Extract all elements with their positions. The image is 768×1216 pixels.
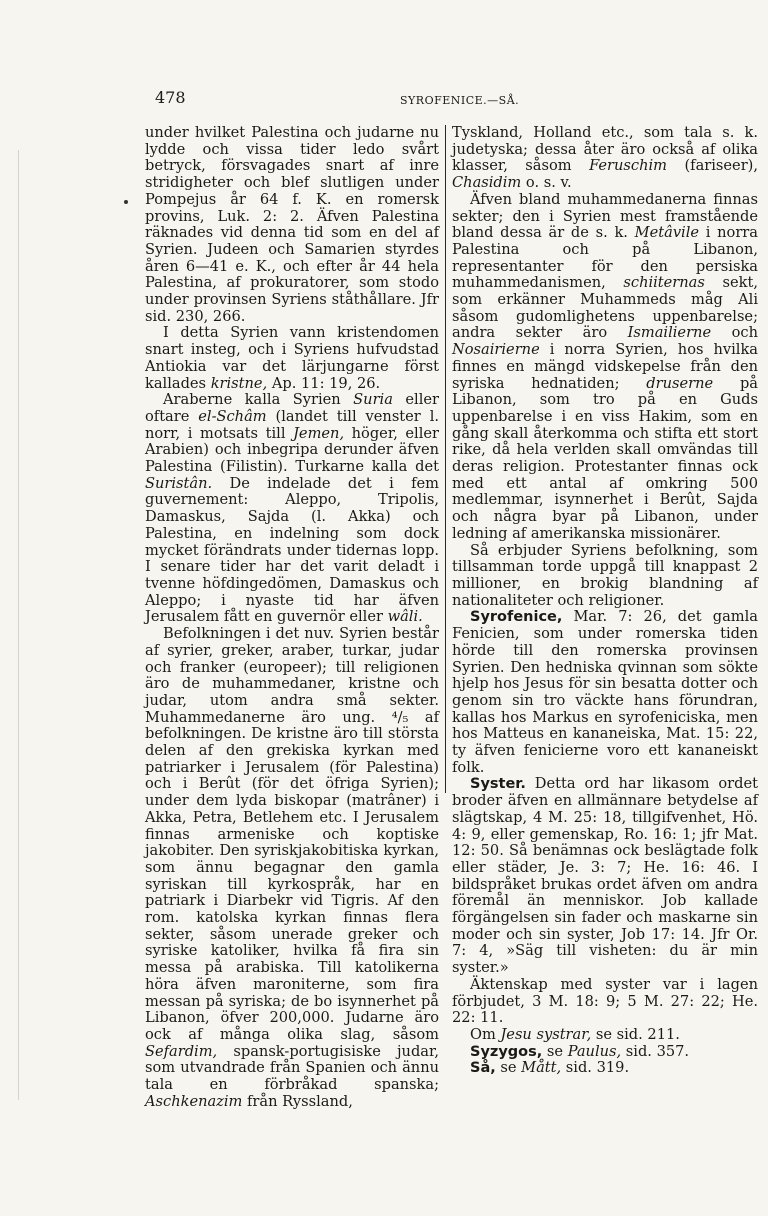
- margin-mark: [124, 200, 128, 204]
- paragraph-befolkningen: Befolkningen i det nuv. Syrien består af syrier, greker, araber, turkar, judar och franker (europeer); till religionen äro de muhammedaner, kristne och judar, utom andra små sekter. Muhammedanerne äro ung. ⁴/₅ af befolkningen. De kristne äro till största delen af den grekiska kyrkan med patriarker i Jerusalem (för Palestina) och i Berût (för det öfriga Syrien); under dem lyda biskopar (matrâner) i Akka, Petra, Betlehem etc. I Jerusalem finnas armeniske och koptiske jakobiter. Den syriskjakobitiska kyrkan, som ännu begagnar den gamla syriskan till kyrkospråk, har en patriark i Diarbekr vid Tigris. Af den rom. katolska kyrkan finnas flera sekter, såsom unerade greker och syriske katoliker, hvilka få fira sin messa på arabiska. Till katolikerna höra äfven maroniterne, som fira messan på syriska; de bo isynnerhet på Libanon, öfver 200,000. Judarne äro ock af många olika slag, såsom Sefardim, spansk-portugisiske judar, som utvandrade från Spanien och ännu tala en förbråkad spanska; Aschkenazim från Ryssland,: [145, 625, 439, 1110]
- headword-syrofenice: Syrofenice,: [470, 609, 563, 626]
- paragraph-aktenskap: Äktenskap med syster var i lagen förbjudet, 3 M. 18: 9; 5 M. 27: 22; He. 22: 11.: [452, 975, 758, 1027]
- paragraph-befolkning-summary: Så erbjuder Syriens befolkning, som tillsamman torde uppgå till knappast 2 millioner, en brokig blandning af nationaliteter och religioner.: [452, 541, 758, 609]
- paragraph-araberne: Araberne kalla Syrien Suria eller oftare el-Schâm (landet till venster l. norr, i motsats till Jemen, höger, eller Arabien) och inbegripa derunder äfven Palestina (Filistin). Turkarne kalla det Suristân. De indelade det i fem guvernement: Aleppo, Tripolis, Damaskus, Sajda (l. Akka) och Palestina, en indelning som dock mycket förändrats under tidernas lopp. I senare tider har det varit deladt i tvenne höfdingedömen, Damaskus och Aleppo; i nyaste tid har äfven Jerusalem fått en guvernör eller wâli.: [145, 391, 440, 626]
- page-number: 478: [155, 88, 186, 107]
- right-column: [452, 125, 758, 1077]
- entry-syzygos: Syzygos, se Paulus, sid. 357.: [470, 1042, 690, 1060]
- left-column: [145, 125, 439, 1110]
- running-head: SYROFENICE.—SÅ.: [400, 94, 520, 107]
- entry-syster: Syster. Detta ord har likasom ordet broder äfven en allmännare betydelse af slägtskap, 4 M. 25: 18, tillgifvenhet, Hö. 4: 9, eller gemenskap, Ro. 16: 1; jfr Mat. 12: 50. Så benämnas ock beslägtade folk eller städer, Je. 3: 7; He. 16: 46. I bildspråket brukas ordet äfven om andra föremål än menniskor. Job kallade förgängelsen sin fader och maskarne sin moder och sin syster, Job 17: 14. Jfr Or. 7: 4, »Säg till visheten: du är min syster.»: [452, 775, 758, 977]
- headword-syster: Syster.: [470, 776, 526, 793]
- page-edge-shadow: [18, 150, 19, 1100]
- entry-jesu-systrar: Om Jesu systrar, se sid. 211.: [470, 1025, 680, 1043]
- column-divider: [445, 125, 446, 793]
- entry-sa: Så, se Mått, sid. 319.: [470, 1059, 630, 1077]
- paragraph-kristendom: I detta Syrien vann kristendomen snart insteg, och i Syriens hufvudstad Antiokia var det lärjungarne först kallades kristne, Ap. 11: 19, 26.: [145, 324, 439, 392]
- paragraph-sekter: Äfven bland muhammedanerna finnas sekter; den i Syrien mest framstående bland dessa är de s. k. Metâvile i norra Palestina och på Libanon, representanter för den persiska muhammedanismen, schiiternas sekt, som erkänner Muhammeds måg Ali såsom gudomlighetens uppenbarelse; andra sekter äro Ismailierne och Nosairierne i norra Syrien, hos hvilka finnes en mängd vidskepelse från den syriska hednatiden; druserne på Libanon, som tro på en Guds uppenbarelse i en viss Hakim, som en gång skall återkomma och stifta ett stort rike, då hela verlden skall omvändas till deras religion. Protestanter finnas ock med ett antal af omkring 500 medlemmar, isynnerhet i Berût, Sajda och några byar på Libanon, under ledning af amerikanska missionärer.: [452, 190, 758, 542]
- headword-syzygos: Syzygos,: [470, 1043, 543, 1060]
- headword-sa: Så,: [470, 1060, 496, 1077]
- paragraph-palestina: under hvilket Palestina och judarne nu lydde och vissa tider ledo svårt betryck, försvagades snart af inre stridigheter och blef slutligen under Pompejus år 64 f. K. en romersk provins, Luk. 2: 2. Äfven Palestina räknades vid denna tid som en del af Syrien. Judeen och Samarien styrdes åren 6—41 e. K., och efter år 44 hela Palestina, af prokuratorer, som stodo under provinsen Syriens ståthållare. Jfr sid. 230, 266.: [145, 124, 439, 325]
- paragraph-tyskland: Tyskland, Holland etc., som tala s. k. judetyska; dessa åter äro också af olika klasser, såsom Feruschim (fariseer), Chasidim o. s. v.: [452, 124, 758, 192]
- entry-syrofenice: Syrofenice, Mar. 7: 26, det gamla Fenicien, som under romerska tiden hörde till den romerska provinsen Syrien. Den hedniska qvinnan som sökte hjelp hos Jesus för sin besatta dotter och genom sin tro väckte hans förundran, kallas hos Markus en syrofeniciska, men hos Matteus en kananeiska, Mat. 15: 22, ty äfven fenicierne voro ett kananeiskt folk.: [452, 608, 758, 776]
